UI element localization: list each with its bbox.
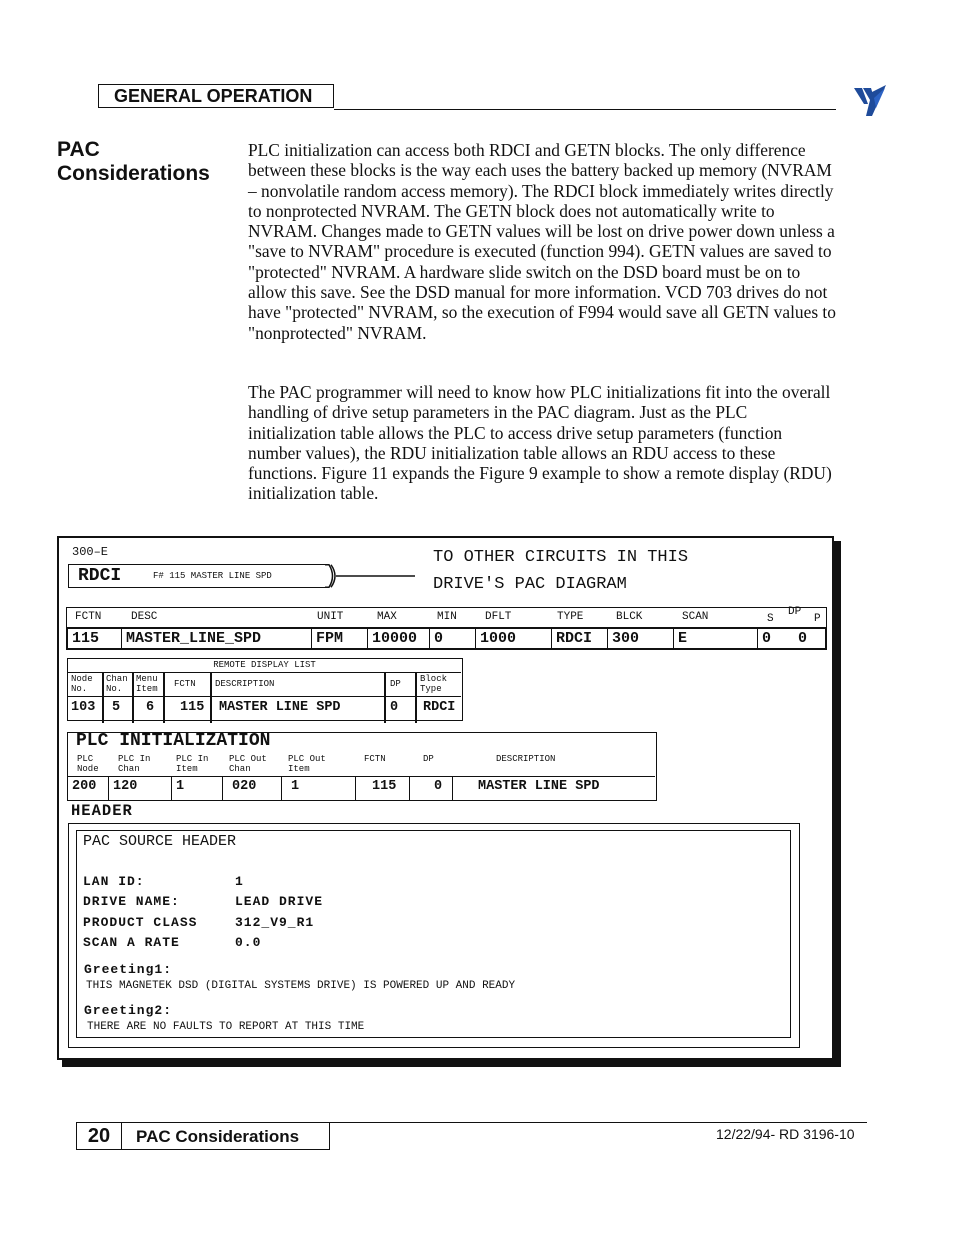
fctn-col-desc: DESC bbox=[131, 611, 158, 623]
fctn-col-p: P bbox=[814, 613, 821, 625]
side-title-line1: PAC bbox=[57, 138, 100, 161]
fctn-col-dp: DP bbox=[788, 606, 802, 618]
body-paragraph-2: The PAC programmer will need to know how PLC initializations fit into the overall handling of drive setup parameters in the PAC diagram. Just as the PLC initialization table allows the PLC to access drive setup parameters (function number values), the RDU initialization table allows an RDU access to these functions. Figure 11 expands the Figure 9 example to show a remote display (RDU) initialization table. bbox=[248, 382, 832, 504]
dflt-cell: 1000 bbox=[476, 629, 552, 648]
footer-section: PAC Considerations bbox=[121, 1122, 330, 1150]
plc-out-chan-cell: 020 bbox=[223, 777, 282, 800]
plc-in-item-cell: 1 bbox=[172, 777, 223, 800]
plc-node-cell: 200 bbox=[68, 777, 109, 800]
doc-reference: 12/22/94- RD 3196-10 bbox=[716, 1126, 855, 1142]
plc-fctn-cell: 115 bbox=[356, 777, 410, 800]
rdl-col-description: DESCRIPTION bbox=[215, 679, 275, 689]
rdl-block-type-cell: RDCI bbox=[423, 700, 456, 715]
fctn-col-dflt: DFLT bbox=[485, 611, 512, 623]
section-header: GENERAL OPERATION bbox=[98, 84, 334, 108]
plc-dp-cell: 0 bbox=[410, 777, 453, 800]
lan-id-label: LAN ID: bbox=[83, 874, 145, 889]
fctn-col-scan: SCAN bbox=[682, 611, 709, 623]
fctn-col-blck: BLCK bbox=[616, 611, 643, 623]
fctn-col-max: MAX bbox=[377, 611, 397, 623]
lan-id-value: 1 bbox=[235, 874, 244, 889]
plc-in-chan-cell: 120 bbox=[109, 777, 172, 800]
source-title: PAC SOURCE HEADER bbox=[83, 833, 237, 850]
rdl-menu-cell: 6 bbox=[146, 700, 155, 715]
fctn-col-type: TYPE bbox=[557, 611, 584, 623]
rdl-fctn-cell: 115 bbox=[180, 700, 205, 715]
note-line-2: DRIVE'S PAC DIAGRAM bbox=[433, 575, 627, 594]
rdl-col-dp: DP bbox=[390, 679, 401, 689]
rdl-description-cell: MASTER LINE SPD bbox=[219, 700, 341, 715]
fctn-cell: 115 bbox=[68, 629, 122, 648]
plc-col-in-chan: PLC In Chan bbox=[118, 754, 151, 774]
pac-source-header-outer bbox=[68, 823, 800, 1048]
min-cell: 0 bbox=[430, 629, 476, 648]
product-class-value: 312_V9_R1 bbox=[235, 915, 315, 930]
s-cell: 0 bbox=[762, 630, 772, 647]
rdl-header-row bbox=[68, 672, 461, 697]
rdl-chan-cell: 5 bbox=[112, 700, 121, 715]
figure-frame bbox=[57, 536, 834, 1060]
plc-col-in-item: PLC In Item bbox=[176, 754, 209, 774]
rdl-node-cell: 103 bbox=[71, 700, 96, 715]
remote-display-list bbox=[67, 658, 463, 721]
unit-cell: FPM bbox=[312, 629, 368, 648]
drive-name-value: LEAD DRIVE bbox=[235, 894, 324, 909]
fctn-col-s: S bbox=[767, 613, 774, 625]
product-class-label: PRODUCT CLASS bbox=[83, 915, 198, 930]
greeting2-text: THERE ARE NO FAULTS TO REPORT AT THIS TIME bbox=[87, 1021, 365, 1033]
note-line-1: TO OTHER CIRCUITS IN THIS bbox=[433, 548, 689, 567]
plc-col-fctn: FCTN bbox=[364, 754, 386, 764]
side-title bbox=[57, 138, 210, 186]
plc-title: PLC INITIALIZATION bbox=[76, 731, 271, 751]
fctn-header-row bbox=[66, 607, 827, 627]
desc-cell: MASTER_LINE_SPD bbox=[122, 629, 312, 648]
greeting1-label: Greeting1: bbox=[84, 962, 173, 977]
block-id: 300–E bbox=[72, 545, 109, 559]
rdl-col-fctn: FCTN bbox=[174, 679, 196, 689]
scan-rate-value: 0.0 bbox=[235, 935, 262, 950]
rdl-col-block-type: Block Type bbox=[420, 674, 448, 694]
blck-cell: 300 bbox=[608, 629, 674, 648]
yaskawa-logo-icon bbox=[852, 82, 888, 118]
footer-rule bbox=[330, 1122, 867, 1123]
plc-col-out-chan: PLC Out Chan bbox=[229, 754, 267, 774]
greeting1-text: THIS MAGNETEK DSD (DIGITAL SYSTEMS DRIVE) IS POWERED UP AND READY bbox=[86, 980, 516, 992]
page-number: 20 bbox=[76, 1122, 122, 1150]
fctn-col-fctn: FCTN bbox=[75, 611, 102, 623]
plc-out-item-cell: 1 bbox=[282, 777, 356, 800]
scan-rate-label: SCAN A RATE bbox=[83, 935, 180, 950]
plc-data-row bbox=[68, 776, 655, 800]
rdl-col-node: Node No. bbox=[71, 674, 93, 694]
plc-col-description: DESCRIPTION bbox=[496, 754, 556, 764]
rdci-block-desc: F# 115 MASTER LINE SPD bbox=[153, 571, 272, 581]
pac-source-header-box bbox=[76, 830, 791, 1038]
rdl-data-row bbox=[68, 697, 461, 721]
rdci-block-name: RDCI bbox=[78, 566, 122, 586]
rdl-dp-cell: 0 bbox=[390, 700, 399, 715]
header-label: HEADER bbox=[71, 802, 133, 820]
rdl-col-menu: Menu Item bbox=[136, 674, 158, 694]
rdl-col-chan: Chan No. bbox=[106, 674, 128, 694]
block-output-connector bbox=[325, 564, 415, 590]
type-cell: RDCI bbox=[552, 629, 608, 648]
drive-name-label: DRIVE NAME: bbox=[83, 894, 180, 909]
greeting2-label: Greeting2: bbox=[84, 1003, 173, 1018]
p-cell: 0 bbox=[798, 630, 808, 647]
plc-col-dp: DP bbox=[423, 754, 434, 764]
plc-description-cell: MASTER LINE SPD bbox=[478, 779, 600, 794]
plc-initialization-table bbox=[67, 732, 657, 801]
side-title-line2: Considerations bbox=[57, 162, 210, 185]
fctn-table bbox=[66, 607, 827, 650]
body-paragraph-1: PLC initialization can access both RDCI and GETN blocks. The only difference between these blocks is the way each uses the battery backed up memory (NVRAM – nonvolatile random access memory). The RDCI block immediately writes directly to nonprotected NVRAM. The GETN block does not automatically write to NVRAM. Changes made to GETN values will be lost on drive power down unless a "save to NVRAM" procedure is executed (function 994). GETN values are saved to "protected" NVRAM. A hardware slide switch on the DSD board must be on to allow this save. See the DSD manual for more information. VCD 703 drives do not have "protected" NVRAM, so the execution of F994 would save all GETN values to "nonprotected" NVRAM. bbox=[248, 140, 836, 343]
header-rule bbox=[334, 109, 836, 110]
fctn-col-unit: UNIT bbox=[317, 611, 344, 623]
fctn-col-min: MIN bbox=[437, 611, 457, 623]
scan-cell: E bbox=[674, 629, 758, 648]
fctn-data-row bbox=[66, 627, 827, 650]
rdci-block bbox=[68, 564, 328, 588]
plc-col-node: PLC Node bbox=[77, 754, 99, 774]
rdl-title: REMOTE DISPLAY LIST bbox=[213, 660, 316, 670]
plc-col-out-item: PLC Out Item bbox=[288, 754, 326, 774]
max-cell: 10000 bbox=[368, 629, 430, 648]
